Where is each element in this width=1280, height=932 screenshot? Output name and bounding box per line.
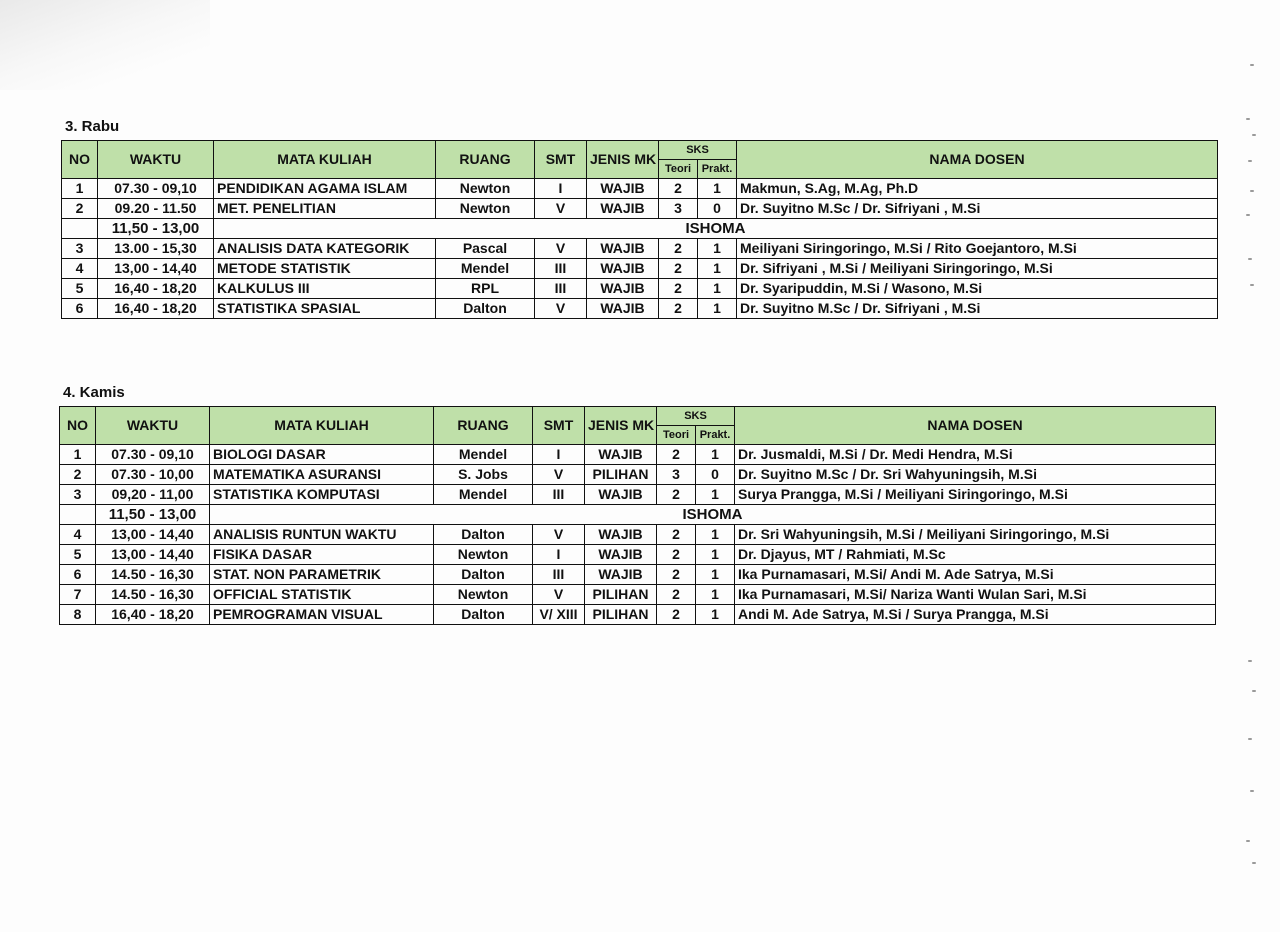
cell-nama-dosen: Dr. Suyitno M.Sc / Dr. Sri Wahyuningsih, M.Si xyxy=(735,465,1216,485)
cell-smt: III xyxy=(533,565,585,585)
cell-mata-kuliah: KALKULUS III xyxy=(214,279,436,299)
break-time: 11,50 - 13,00 xyxy=(96,505,210,525)
cell-waktu: 13.00 - 15,30 xyxy=(98,239,214,259)
cell-prakt: 1 xyxy=(698,299,737,319)
cell-prakt: 1 xyxy=(696,565,735,585)
cell-teori: 2 xyxy=(657,585,696,605)
table-row xyxy=(62,279,1218,299)
cell-prakt: 1 xyxy=(696,485,735,505)
cell-ruang: Mendel xyxy=(434,445,533,465)
header-ruang: RUANG xyxy=(434,407,533,445)
table-row xyxy=(60,465,1216,485)
cell-waktu: 09,20 - 11,00 xyxy=(96,485,210,505)
header-prakt: Prakt. xyxy=(696,426,735,445)
cell-no: 7 xyxy=(60,585,96,605)
table-header xyxy=(60,407,1216,445)
cell-mata-kuliah: STATISTIKA SPASIAL xyxy=(214,299,436,319)
table-header xyxy=(62,141,1218,179)
cell-nama-dosen: Ika Purnamasari, M.Si/ Nariza Wanti Wulan Sari, M.Si xyxy=(735,585,1216,605)
cell-smt: V/ XIII xyxy=(533,605,585,625)
header-nama-dosen: NAMA DOSEN xyxy=(735,407,1216,445)
cell-waktu: 07.30 - 10,00 xyxy=(96,465,210,485)
cell-mata-kuliah: FISIKA DASAR xyxy=(210,545,434,565)
cell-no: 1 xyxy=(60,445,96,465)
cell-jenis-mk: WAJIB xyxy=(585,445,657,465)
cell-prakt: 1 xyxy=(698,179,737,199)
cell-mata-kuliah: STATISTIKA KOMPUTASI xyxy=(210,485,434,505)
cell-jenis-mk: WAJIB xyxy=(587,199,659,219)
cell-mata-kuliah: PENDIDIKAN AGAMA ISLAM xyxy=(214,179,436,199)
break-time: 11,50 - 13,00 xyxy=(98,219,214,239)
cell-ruang: Pascal xyxy=(436,239,535,259)
cell-waktu: 14.50 - 16,30 xyxy=(96,565,210,585)
cell-teori: 2 xyxy=(659,239,698,259)
table-body xyxy=(62,179,1218,319)
cell-waktu: 07.30 - 09,10 xyxy=(98,179,214,199)
cell-teori: 2 xyxy=(657,525,696,545)
cell-no: 2 xyxy=(60,465,96,485)
cell-ruang: Newton xyxy=(434,545,533,565)
cell-prakt: 1 xyxy=(696,525,735,545)
cell-jenis-mk: WAJIB xyxy=(587,239,659,259)
cell-smt: V xyxy=(535,239,587,259)
cell-nama-dosen: Surya Prangga, M.Si / Meiliyani Siringoringo, M.Si xyxy=(735,485,1216,505)
cell-smt: III xyxy=(533,485,585,505)
header-jenis-mk: JENIS MK xyxy=(587,141,659,179)
cell-nama-dosen: Dr. Suyitno M.Sc / Dr. Sifriyani , M.Si xyxy=(737,199,1218,219)
cell-mata-kuliah: BIOLOGI DASAR xyxy=(210,445,434,465)
cell-jenis-mk: WAJIB xyxy=(587,299,659,319)
header-no: NO xyxy=(62,141,98,179)
cell-jenis-mk: PILIHAN xyxy=(585,465,657,485)
cell-ruang: Mendel xyxy=(434,485,533,505)
cell-teori: 2 xyxy=(659,299,698,319)
header-sks: SKS xyxy=(659,141,737,160)
schedule-table-rabu xyxy=(61,140,1218,319)
table-row xyxy=(60,445,1216,465)
cell-ruang: Newton xyxy=(434,585,533,605)
table-row xyxy=(60,565,1216,585)
break-label: ISHOMA xyxy=(214,219,1218,239)
cell-waktu: 16,40 - 18,20 xyxy=(98,299,214,319)
table-row xyxy=(60,485,1216,505)
cell-nama-dosen: Ika Purnamasari, M.Si/ Andi M. Ade Satrya, M.Si xyxy=(735,565,1216,585)
cell-prakt: 1 xyxy=(698,279,737,299)
cell-teori: 2 xyxy=(657,545,696,565)
cell-no: 3 xyxy=(60,485,96,505)
cell-nama-dosen: Dr. Djayus, MT / Rahmiati, M.Sc xyxy=(735,545,1216,565)
table-row xyxy=(60,605,1216,625)
cell-smt: III xyxy=(535,259,587,279)
cell-ruang: Dalton xyxy=(434,605,533,625)
cell-jenis-mk: WAJIB xyxy=(585,485,657,505)
cell-smt: I xyxy=(533,545,585,565)
section-rabu xyxy=(61,118,1218,319)
cell-no: 4 xyxy=(62,259,98,279)
break-row xyxy=(60,505,1216,525)
cell-waktu: 13,00 - 14,40 xyxy=(96,525,210,545)
cell-ruang: Dalton xyxy=(436,299,535,319)
cell-smt: I xyxy=(533,445,585,465)
table-row xyxy=(62,199,1218,219)
header-smt: SMT xyxy=(533,407,585,445)
table-row xyxy=(60,525,1216,545)
table-body xyxy=(60,445,1216,625)
cell-smt: III xyxy=(535,279,587,299)
cell-jenis-mk: WAJIB xyxy=(587,259,659,279)
table-row xyxy=(60,545,1216,565)
cell-teori: 3 xyxy=(659,199,698,219)
header-ruang: RUANG xyxy=(436,141,535,179)
cell-no: 5 xyxy=(62,279,98,299)
cell-waktu: 13,00 - 14,40 xyxy=(98,259,214,279)
cell-no: 3 xyxy=(62,239,98,259)
cell-nama-dosen: Dr. Suyitno M.Sc / Dr. Sifriyani , M.Si xyxy=(737,299,1218,319)
cell-prakt: 0 xyxy=(696,465,735,485)
cell-waktu: 16,40 - 18,20 xyxy=(96,605,210,625)
cell-ruang: RPL xyxy=(436,279,535,299)
cell-smt: I xyxy=(535,179,587,199)
cell-prakt: 1 xyxy=(698,239,737,259)
cell-nama-dosen: Andi M. Ade Satrya, M.Si / Surya Prangga, M.Si xyxy=(735,605,1216,625)
cell-smt: V xyxy=(535,199,587,219)
cell-smt: V xyxy=(533,585,585,605)
cell-mata-kuliah: STAT. NON PARAMETRIK xyxy=(210,565,434,585)
cell-prakt: 1 xyxy=(696,445,735,465)
cell-no: 6 xyxy=(60,565,96,585)
cell-ruang: Dalton xyxy=(434,525,533,545)
cell-mata-kuliah: ANALISIS RUNTUN WAKTU xyxy=(210,525,434,545)
cell-no: 1 xyxy=(62,179,98,199)
header-sks: SKS xyxy=(657,407,735,426)
cell-mata-kuliah: OFFICIAL STATISTIK xyxy=(210,585,434,605)
cell-waktu: 09.20 - 11.50 xyxy=(98,199,214,219)
cell-jenis-mk: PILIHAN xyxy=(585,585,657,605)
cell-prakt: 0 xyxy=(698,199,737,219)
cell-ruang: Newton xyxy=(436,179,535,199)
cell-teori: 2 xyxy=(659,179,698,199)
table-row xyxy=(62,259,1218,279)
cell-mata-kuliah: METODE STATISTIK xyxy=(214,259,436,279)
cell-mata-kuliah: MATEMATIKA ASURANSI xyxy=(210,465,434,485)
header-no: NO xyxy=(60,407,96,445)
cell-teori: 2 xyxy=(659,279,698,299)
cell-ruang: Dalton xyxy=(434,565,533,585)
header-jenis-mk: JENIS MK xyxy=(585,407,657,445)
cell-nama-dosen: Dr. Syaripuddin, M.Si / Wasono, M.Si xyxy=(737,279,1218,299)
cell-no-empty xyxy=(62,219,98,239)
break-row xyxy=(62,219,1218,239)
cell-ruang: Newton xyxy=(436,199,535,219)
cell-smt: V xyxy=(533,525,585,545)
cell-teori: 2 xyxy=(657,605,696,625)
table-row xyxy=(62,299,1218,319)
table-row xyxy=(62,239,1218,259)
scan-edge-marks xyxy=(1240,0,1280,932)
cell-teori: 2 xyxy=(659,259,698,279)
header-waktu: WAKTU xyxy=(98,141,214,179)
cell-mata-kuliah: ANALISIS DATA KATEGORIK xyxy=(214,239,436,259)
cell-teori: 3 xyxy=(657,465,696,485)
header-prakt: Prakt. xyxy=(698,160,737,179)
cell-nama-dosen: Makmun, S.Ag, M.Ag, Ph.D xyxy=(737,179,1218,199)
cell-mata-kuliah: PEMROGRAMAN VISUAL xyxy=(210,605,434,625)
table-row xyxy=(60,585,1216,605)
cell-prakt: 1 xyxy=(696,605,735,625)
cell-prakt: 1 xyxy=(698,259,737,279)
cell-nama-dosen: Dr. Sifriyani , M.Si / Meiliyani Siringoringo, M.Si xyxy=(737,259,1218,279)
cell-no: 8 xyxy=(60,605,96,625)
cell-no: 4 xyxy=(60,525,96,545)
scan-corner-shadow xyxy=(0,0,210,90)
cell-ruang: S. Jobs xyxy=(434,465,533,485)
cell-prakt: 1 xyxy=(696,585,735,605)
header-mata-kuliah: MATA KULIAH xyxy=(214,141,436,179)
cell-waktu: 14.50 - 16,30 xyxy=(96,585,210,605)
cell-jenis-mk: WAJIB xyxy=(585,565,657,585)
header-mata-kuliah: MATA KULIAH xyxy=(210,407,434,445)
header-teori: Teori xyxy=(657,426,696,445)
cell-smt: V xyxy=(535,299,587,319)
header-waktu: WAKTU xyxy=(96,407,210,445)
cell-jenis-mk: WAJIB xyxy=(585,545,657,565)
section-title: 3. Rabu xyxy=(65,118,120,135)
cell-waktu: 13,00 - 14,40 xyxy=(96,545,210,565)
cell-jenis-mk: WAJIB xyxy=(587,279,659,299)
cell-no: 6 xyxy=(62,299,98,319)
cell-smt: V xyxy=(533,465,585,485)
table-row xyxy=(62,179,1218,199)
cell-nama-dosen: Meiliyani Siringoringo, M.Si / Rito Goejantoro, M.Si xyxy=(737,239,1218,259)
cell-jenis-mk: WAJIB xyxy=(587,179,659,199)
cell-teori: 2 xyxy=(657,565,696,585)
cell-ruang: Mendel xyxy=(436,259,535,279)
cell-no-empty xyxy=(60,505,96,525)
cell-waktu: 16,40 - 18,20 xyxy=(98,279,214,299)
cell-teori: 2 xyxy=(657,485,696,505)
header-smt: SMT xyxy=(535,141,587,179)
header-teori: Teori xyxy=(659,160,698,179)
section-title: 4. Kamis xyxy=(63,384,125,401)
cell-nama-dosen: Dr. Jusmaldi, M.Si / Dr. Medi Hendra, M.Si xyxy=(735,445,1216,465)
cell-mata-kuliah: MET. PENELITIAN xyxy=(214,199,436,219)
cell-waktu: 07.30 - 09,10 xyxy=(96,445,210,465)
section-kamis xyxy=(59,384,1216,625)
cell-nama-dosen: Dr. Sri Wahyuningsih, M.Si / Meiliyani Siringoringo, M.Si xyxy=(735,525,1216,545)
break-label: ISHOMA xyxy=(210,505,1216,525)
schedule-table-kamis xyxy=(59,406,1216,625)
cell-teori: 2 xyxy=(657,445,696,465)
header-nama-dosen: NAMA DOSEN xyxy=(737,141,1218,179)
cell-jenis-mk: PILIHAN xyxy=(585,605,657,625)
cell-jenis-mk: WAJIB xyxy=(585,525,657,545)
cell-prakt: 1 xyxy=(696,545,735,565)
cell-no: 5 xyxy=(60,545,96,565)
cell-no: 2 xyxy=(62,199,98,219)
